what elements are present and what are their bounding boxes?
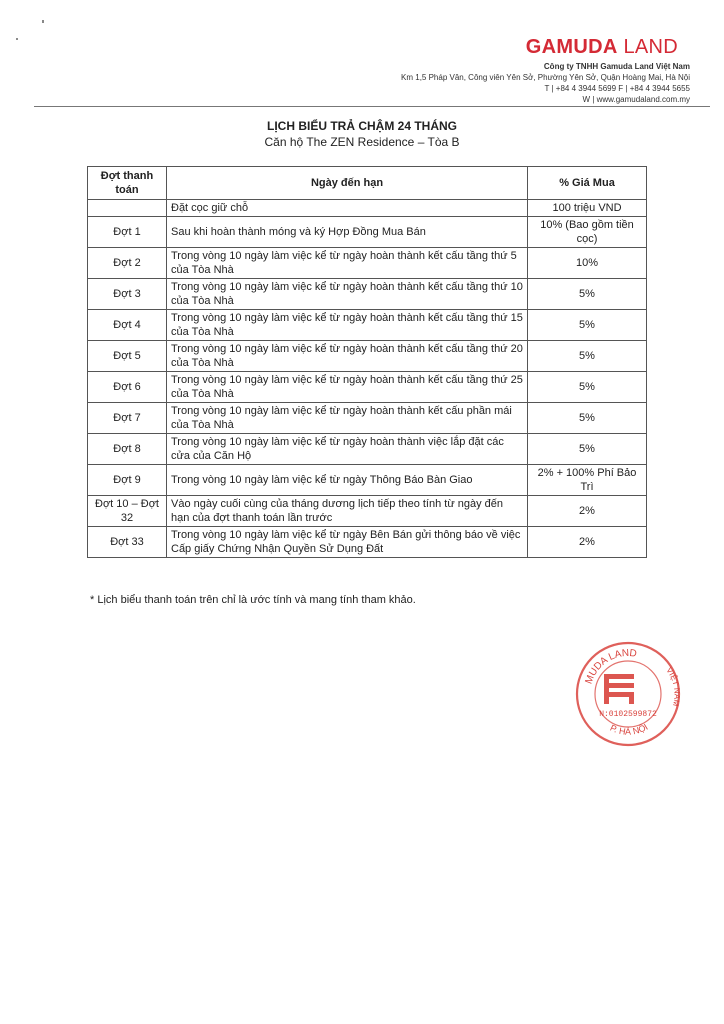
col-header-due-date: Ngày đến hạn [167,167,528,200]
percent-cell: 5% [528,310,647,341]
percent-cell: 5% [528,279,647,310]
table-row [88,310,647,341]
company-logo [526,36,678,59]
company-info [401,61,690,105]
table-row [88,341,647,372]
seal-emblem-icon [604,674,634,704]
due-date-cell: Sau khi hoàn thành móng và ký Hợp Đồng Mua Bán [167,217,528,248]
payment-schedule-table [87,166,647,558]
installment-cell: Đợt 9 [88,465,167,496]
header-divider [34,106,710,107]
installment-cell: Đợt 5 [88,341,167,372]
due-date-cell: Trong vòng 10 ngày làm việc kể từ ngày hoàn thành kết cấu tầng thứ 15 của Tòa Nhà [167,310,528,341]
due-date-cell: Trong vòng 10 ngày làm việc kể từ ngày hoàn thành kết cấu tầng thứ 10 của Tòa Nhà [167,279,528,310]
due-date-cell: Trong vòng 10 ngày làm việc kể từ ngày hoàn thành kết cấu tầng thứ 20 của Tòa Nhà [167,341,528,372]
company-address: Km 1,5 Pháp Vân, Công viên Yên Sở, Phường Yên Sở, Quận Hoàng Mai, Hà Nội [401,73,690,82]
installment-cell: Đợt 7 [88,403,167,434]
seal-top-text: MUDA LAND [583,647,638,686]
percent-cell: 2% [528,527,647,558]
logo-text-bold: GAMUDA [525,36,618,58]
percent-cell: 2% + 100% Phí Bảo Trì [528,465,647,496]
due-date-cell: Trong vòng 10 ngày làm việc kể từ ngày Thông Báo Bàn Giao [167,465,528,496]
seal-code: N:0102599872 [599,710,657,719]
installment-cell: Đợt 3 [88,279,167,310]
installment-cell: Đợt 1 [88,217,167,248]
due-date-cell: Trong vòng 10 ngày làm việc kể từ ngày hoàn thành kết cấu tầng thứ 5 của Tòa Nhà [167,248,528,279]
percent-cell: 5% [528,372,647,403]
due-date-cell: Trong vòng 10 ngày làm việc kể từ ngày hoàn thành việc lắp đặt các cửa của Căn Hộ [167,434,528,465]
table-header-row [88,167,647,200]
table-row [88,217,647,248]
percent-cell: 5% [528,341,647,372]
table-row [88,372,647,403]
document-title: LỊCH BIỂU TRẢ CHẬM 24 THÁNG [266,119,457,133]
table-row [88,434,647,465]
company-phone-fax: T | +84 4 3944 5699 F | +84 4 3944 5655 [544,84,690,93]
installment-cell: Đợt 2 [88,248,167,279]
due-date-cell: Trong vòng 10 ngày làm việc kể từ ngày hoàn thành kết cấu tầng thứ 25 của Tòa Nhà [167,372,528,403]
percent-cell: 2% [528,496,647,527]
installment-cell: Đợt 8 [88,434,167,465]
company-name: Công ty TNHH Gamuda Land Việt Nam [543,62,690,71]
table-row [88,403,647,434]
table-row [88,279,647,310]
logo-text-light: LAND [617,36,678,58]
table-row [88,465,647,496]
seal-side-text: VIỆT NAM [664,665,682,708]
percent-cell: 10% [528,248,647,279]
due-date-cell: Trong vòng 10 ngày làm việc kể từ ngày Bên Bán gửi thông báo về việc Cấp giấy Chứng Nhận Quyền Sử Dụng Đất [167,527,528,558]
company-seal-stamp [574,640,682,748]
installment-cell [88,200,167,217]
table-row [88,200,647,217]
document-subtitle: Căn hộ The ZEN Residence – Tòa B [264,135,460,149]
installment-cell: Đợt 33 [88,527,167,558]
table-row [88,248,647,279]
col-header-percent: % Giá Mua [528,167,647,200]
percent-cell: 100 triệu VND [528,200,647,217]
table-row [88,496,647,527]
due-date-cell: Trong vòng 10 ngày làm việc kể từ ngày hoàn thành kết cấu phần mái của Tòa Nhà [167,403,528,434]
col-header-installment: Đợt thanh toán [88,167,167,200]
seal-bottom-text: P. HÀ NỘI [608,721,650,737]
due-date-cell: Đặt cọc giữ chỗ [167,200,528,217]
footnote: * Lịch biểu thanh toán trên chỉ là ước tính và mang tính tham khảo. [90,594,416,606]
percent-cell: 5% [528,434,647,465]
company-website: W | www.gamudaland.com.my [582,95,690,104]
table-row [88,527,647,558]
due-date-cell: Vào ngày cuối cùng của tháng dương lịch tiếp theo tính từ ngày đến hạn của đợt thanh toán lần trước [167,496,528,527]
scan-speck [16,38,18,40]
scan-speck [42,20,44,23]
installment-cell: Đợt 10 – Đợt 32 [88,496,167,527]
installment-cell: Đợt 4 [88,310,167,341]
percent-cell: 5% [528,403,647,434]
installment-cell: Đợt 6 [88,372,167,403]
percent-cell: 10% (Bao gồm tiền cọc) [528,217,647,248]
